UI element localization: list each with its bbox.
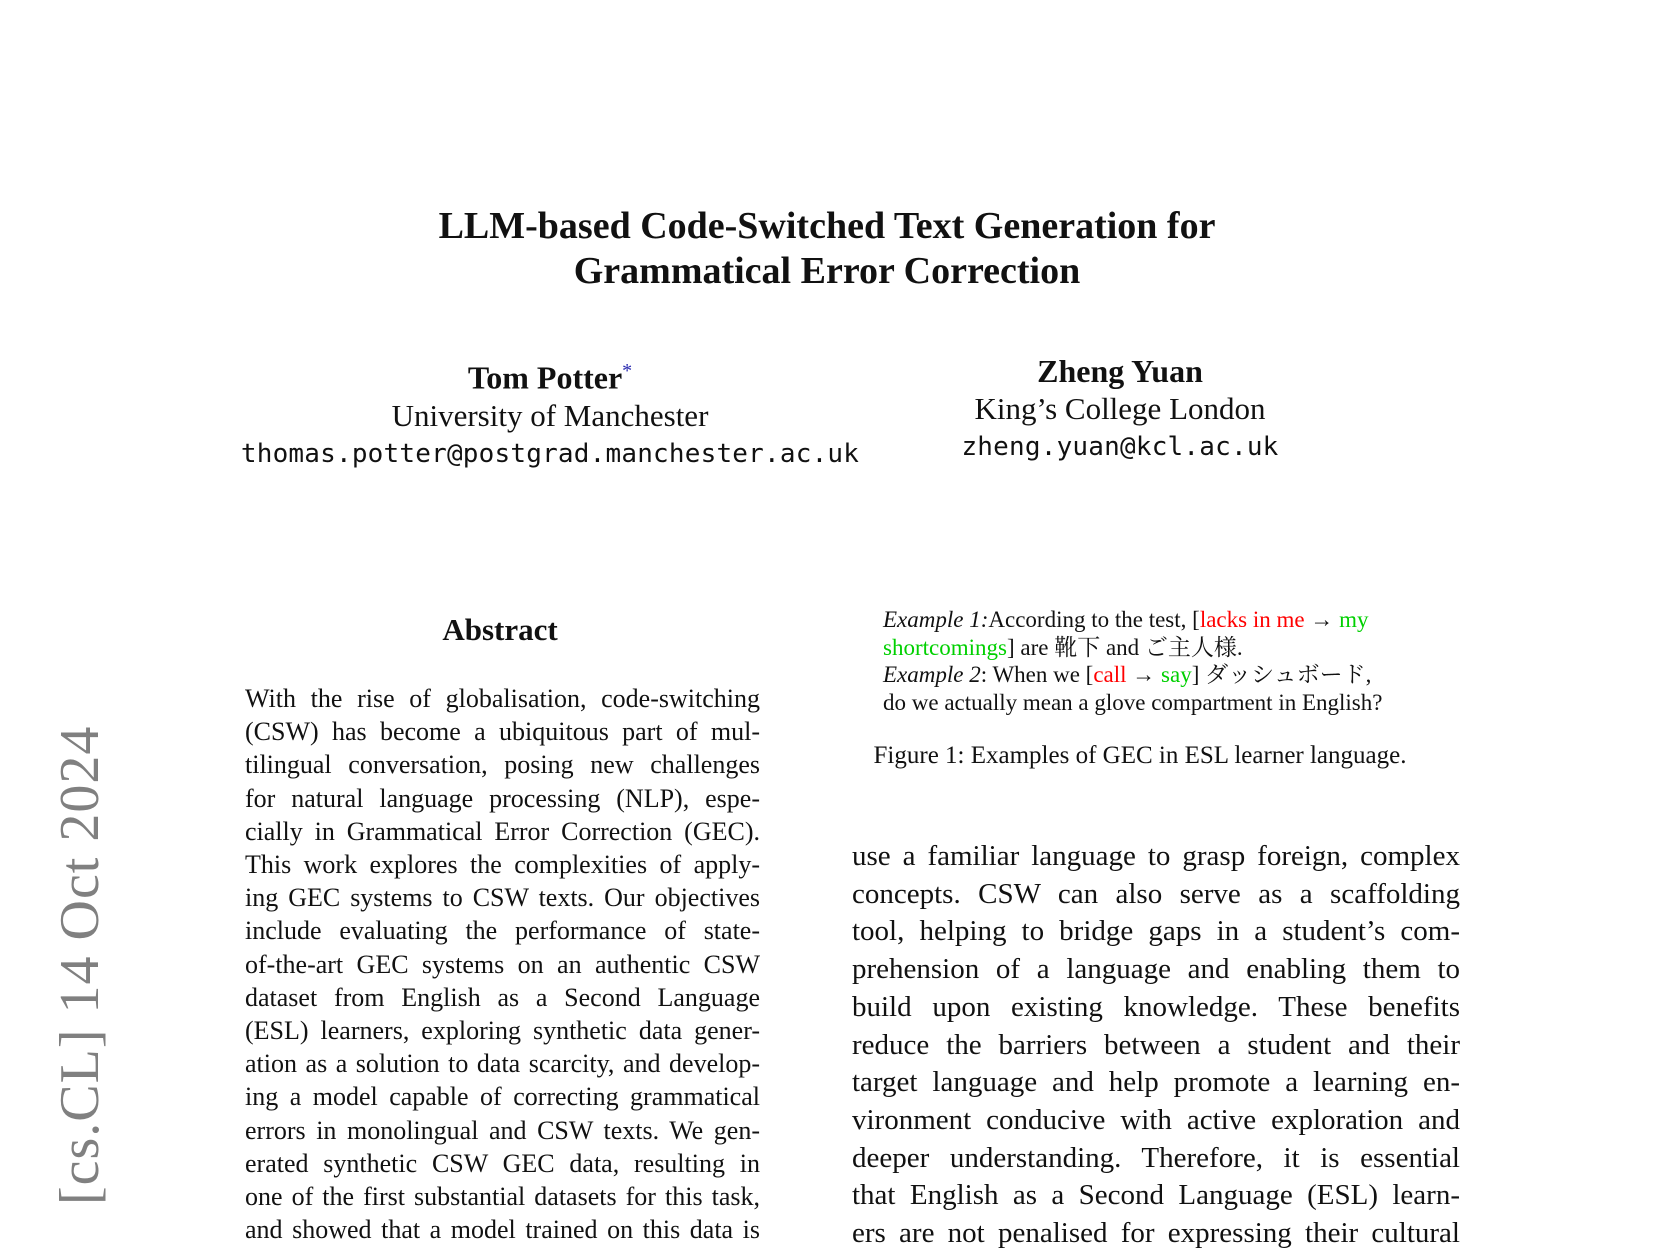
example-text: ] ダッシュボード, bbox=[1191, 662, 1372, 687]
abstract-line: dataset from English as a Second Language bbox=[245, 982, 760, 1012]
body-line: prehension of a language and enabling them to bbox=[852, 953, 1460, 986]
body-line: concepts. CSW can also serve as a scaffolding bbox=[852, 877, 1460, 910]
figure-1-caption: Figure 1: Examples of GEC in ESL learner language. bbox=[873, 742, 1407, 769]
author-email: thomas.potter@postgrad.manchester.ac.uk bbox=[240, 438, 860, 469]
example-2-line-2: do we actually mean a glove compartment in English? bbox=[883, 689, 1383, 715]
abstract-line: (ESL) learners, exploring synthetic data gener- bbox=[245, 1016, 760, 1046]
abstract-line: tilingual conversation, posing new challenges bbox=[245, 750, 760, 780]
abstract-line: (CSW) has become a ubiquitous part of mul- bbox=[245, 717, 760, 747]
example-label: Example 1: bbox=[883, 607, 989, 632]
figure-1-examples bbox=[883, 606, 1443, 716]
author-affiliation: University of Manchester bbox=[391, 397, 709, 433]
abstract-line: include evaluating the performance of state- bbox=[245, 916, 760, 946]
body-line: vironment conducive with active exploration and bbox=[852, 1103, 1460, 1136]
error-text: call bbox=[1093, 662, 1127, 687]
body-line: target language and help promote a learning en- bbox=[852, 1066, 1460, 1099]
abstract-line: cially in Grammatical Error Correction (GEC). bbox=[245, 816, 760, 846]
example-1-line-1 bbox=[883, 606, 1443, 634]
author-block-2 bbox=[920, 352, 1320, 466]
abstract-line: ing a model capable of correcting grammatical bbox=[245, 1082, 760, 1112]
abstract-heading: Abstract bbox=[442, 612, 558, 647]
correction-text: shortcomings bbox=[883, 634, 1007, 660]
example-text: According to the test, [ bbox=[988, 607, 1200, 632]
example-1-line-2 bbox=[883, 634, 1443, 662]
correction-text: say bbox=[1161, 662, 1192, 687]
body-line: use a familiar language to grasp foreign, complex bbox=[852, 840, 1460, 872]
abstract-line: and showed that a model trained on this data is bbox=[245, 1215, 760, 1245]
correction-text: my bbox=[1339, 607, 1369, 632]
author-name: Zheng Yuan bbox=[1037, 353, 1203, 389]
body-line: ers are not penalised for expressing their cultural bbox=[852, 1217, 1460, 1250]
arrow-icon: → bbox=[1126, 662, 1162, 687]
error-text: lacks in me bbox=[1199, 607, 1305, 632]
body-line: build upon existing knowledge. These benefits bbox=[852, 990, 1460, 1023]
example-2-line-1 bbox=[883, 661, 1443, 689]
example-label: Example 2 bbox=[883, 662, 981, 687]
author-name bbox=[225, 352, 875, 397]
author-block-1 bbox=[225, 352, 875, 473]
title-line-1: LLM-based Code-Switched Text Generation for bbox=[438, 205, 1216, 247]
body-column-2 bbox=[852, 838, 1460, 1253]
example-text: : When we [ bbox=[980, 662, 1094, 687]
abstract-line: ation as a solution to data scarcity, and develop- bbox=[245, 1049, 760, 1079]
abstract-line: one of the first substantial datasets for this task, bbox=[245, 1182, 760, 1212]
abstract-line: errors in monolingual and CSW texts. We gen- bbox=[245, 1115, 760, 1145]
author-name-text: Tom Potter bbox=[467, 359, 623, 396]
author-email: zheng.yuan@kcl.ac.uk bbox=[961, 432, 1279, 462]
title-line-2: Grammatical Error Correction bbox=[573, 250, 1081, 292]
abstract-line: erated synthetic CSW GEC data, resulting in bbox=[245, 1148, 760, 1178]
abstract-line: ing GEC systems to CSW texts. Our objectives bbox=[245, 883, 760, 913]
abstract-line: of-the-art GEC systems on an authentic CSW bbox=[245, 949, 760, 979]
body-line: that English as a Second Language (ESL) learn- bbox=[852, 1179, 1460, 1212]
paper-title bbox=[0, 204, 1654, 294]
arxiv-stamp: [cs.CL] 14 Oct 2024 bbox=[49, 725, 111, 1205]
abstract-line: for natural language processing (NLP), espe- bbox=[245, 783, 760, 813]
body-line: deeper understanding. Therefore, it is essential bbox=[852, 1141, 1460, 1174]
arrow-icon: → bbox=[1304, 607, 1340, 632]
abstract-line: With the rise of globalisation, code-switching bbox=[245, 684, 760, 713]
body-line: reduce the barriers between a student and their bbox=[852, 1028, 1460, 1061]
author-affiliation: King’s College London bbox=[974, 391, 1266, 426]
body-line: tool, helping to bridge gaps in a student’s com- bbox=[852, 915, 1460, 948]
abstract-line: This work explores the complexities of apply- bbox=[245, 850, 760, 880]
abstract-body bbox=[245, 682, 760, 1246]
example-text: ] are 靴下 and ご主人様. bbox=[1006, 634, 1243, 660]
footnote-mark[interactable]: * bbox=[622, 360, 633, 382]
